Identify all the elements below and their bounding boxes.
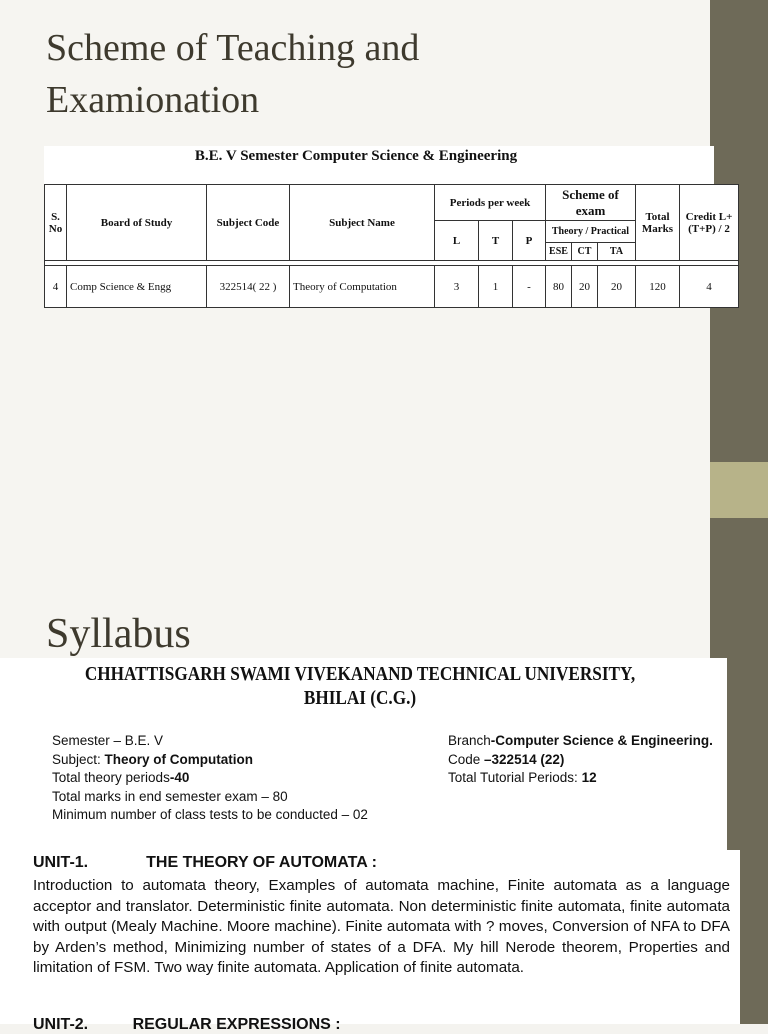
theory-periods-value: -40 (169, 770, 190, 785)
header-code: Subject Code (207, 185, 290, 261)
header-theory-practical: Theory / Practical (546, 221, 636, 243)
cell-p: - (513, 266, 546, 308)
header-ese: ESE (546, 243, 572, 261)
semester-text: Semester – B.E. V (52, 733, 164, 748)
table-row (45, 266, 739, 308)
subject-text (52, 751, 368, 770)
branch-text (448, 732, 713, 751)
cell-ese: 80 (546, 266, 572, 308)
tutorial-label: Total Tutorial Periods: (448, 770, 582, 785)
course-info-right (448, 732, 713, 788)
header-board: Board of Study (67, 185, 207, 261)
header-l: L (435, 221, 479, 261)
university-line-1: CHHATTISGARH SWAMI VIVEKANAND TECHNICAL UNIVERSITY, (84, 663, 636, 685)
branch-value: -Computer Science & Engineering. (490, 733, 713, 748)
header-ta: TA (598, 243, 636, 261)
tutorial-text (448, 769, 713, 788)
min-tests-text: Minimum number of class tests to be conducted – 02 (52, 807, 368, 822)
scheme-heading: B.E. V Semester Computer Science & Engineering (194, 148, 518, 164)
header-credit: Credit L+(T+P) / 2 (680, 185, 739, 261)
university-line-2: BHILAI (C.G.) (303, 687, 417, 709)
header-name: Subject Name (290, 185, 435, 261)
cell-credit: 4 (680, 266, 739, 308)
header-p: P (513, 221, 546, 261)
cell-name: Theory of Computation (290, 266, 435, 308)
subject-value: Theory of Computation (104, 751, 254, 767)
side-accent-block (710, 462, 768, 518)
slide-title: Syllabus (46, 611, 191, 657)
unit-1-number: UNIT-1. (33, 854, 89, 871)
header-scheme: Scheme of exam (546, 185, 636, 221)
header-t: T (479, 221, 513, 261)
course-info-left (52, 732, 368, 825)
code-label: Code (448, 751, 485, 767)
header-sno: S. No (45, 185, 67, 261)
cell-code: 322514( 22 ) (207, 266, 290, 308)
unit-1-title: THE THEORY OF AUTOMATA : (146, 854, 377, 871)
code-value: –322514 (22) (484, 751, 565, 767)
header-periods: Periods per week (435, 185, 546, 221)
header-ct: CT (572, 243, 598, 261)
total-marks-text: Total marks in end semester exam – 80 (52, 788, 288, 804)
branch-label: Branch (448, 733, 491, 748)
cell-board: Comp Science & Engg (67, 266, 207, 308)
cell-ct: 20 (572, 266, 598, 308)
unit-1-heading (33, 854, 377, 872)
code-text (448, 751, 713, 770)
cell-t: 1 (479, 266, 513, 308)
tutorial-value: 12 (581, 770, 597, 785)
unit-1-body: Introduction to automata theory, Examples of automata machine, Finite automata as a language acceptor and translator. Deterministic finite automata. Non deterministic finite automata, finite automata with output (Mealy Machine. Moore machine). Finite automata with ? moves, Conversion of NFA to DFA by Arden’s method, Minimizing number of states of a DFA. My hill Nerode theorem, Properties and limitation of FSM. Two way finite automata. Application of finite automata. (33, 877, 730, 976)
subject-label: Subject: (52, 751, 105, 767)
cell-total: 120 (636, 266, 680, 308)
university-name (85, 662, 635, 710)
theory-periods-text (52, 769, 368, 788)
cell-l: 3 (435, 266, 479, 308)
cell-ta: 20 (598, 266, 636, 308)
unit-2-heading: UNIT-2. REGULAR EXPRESSIONS : (33, 1016, 341, 1033)
title-line-2: Examionation (46, 79, 260, 121)
title-line-1: Scheme of Teaching and (46, 27, 420, 69)
cell-sno: 4 (45, 266, 67, 308)
header-total: Total Marks (636, 185, 680, 261)
slide-syllabus (0, 588, 768, 1033)
slide-title (46, 22, 566, 126)
theory-periods-label: Total theory periods (52, 770, 170, 785)
scheme-table (44, 184, 739, 308)
